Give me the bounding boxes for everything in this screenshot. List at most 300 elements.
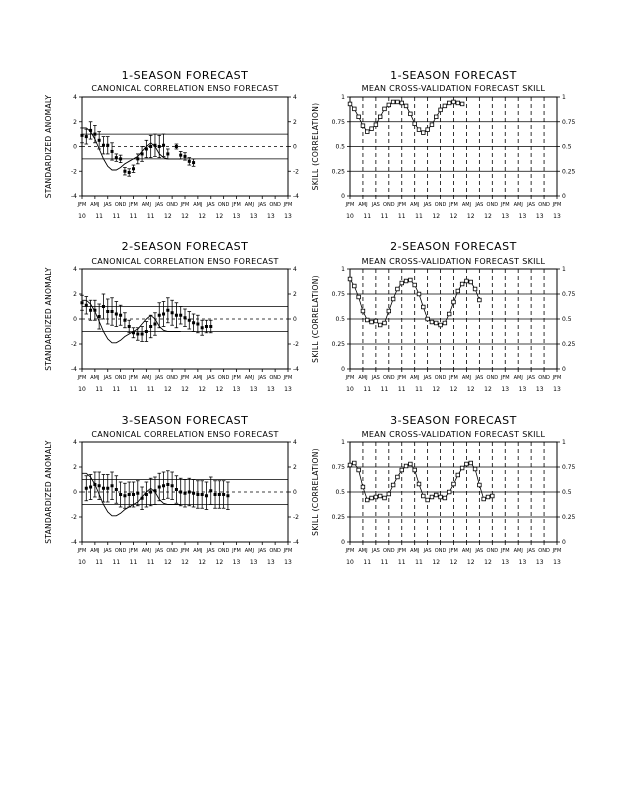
y-tick-label: 0.25 <box>331 168 345 176</box>
forecast-point <box>132 331 135 334</box>
x-tick-season: JAS <box>423 202 432 208</box>
x-tick-season: OND <box>538 202 550 208</box>
x-tick-season: JFM <box>77 202 87 208</box>
x-tick-year: 13 <box>501 559 510 566</box>
x-tick-season: JAS <box>371 375 380 381</box>
x-tick-season: JAS <box>206 375 215 381</box>
forecast-point <box>115 488 118 491</box>
skill-point <box>348 463 352 467</box>
skill-point <box>353 461 357 465</box>
skill-point <box>357 115 361 119</box>
forecast-point <box>98 484 101 487</box>
forecast-point <box>166 309 169 312</box>
x-tick-year: 13 <box>267 559 275 566</box>
x-tick-season: OND <box>538 548 550 554</box>
skill-point <box>387 103 391 107</box>
skill-point <box>443 496 447 500</box>
panel-title: 1-SEASON FORECAST <box>390 69 517 82</box>
skill-point <box>365 130 369 134</box>
skill-point <box>370 127 374 131</box>
x-tick-season: AMJ <box>141 548 151 554</box>
x-tick-year: 11 <box>397 559 406 566</box>
y2-tick-label: -4 <box>293 366 299 373</box>
skill-point <box>478 298 482 302</box>
y2-tick-label: 1 <box>562 266 566 273</box>
y2-tick-label: 0.5 <box>562 316 572 323</box>
forecast-point <box>192 492 195 495</box>
forecast-point <box>171 484 174 487</box>
y-tick-label: 0.5 <box>335 316 345 323</box>
skill-point <box>404 104 408 108</box>
y-axis-label: STANDARDIZED ANOMALY <box>44 94 53 199</box>
x-tick-season: JFM <box>552 548 562 554</box>
y2-tick-label: 0.25 <box>562 514 576 521</box>
y-tick-label: 0.5 <box>335 489 345 496</box>
x-tick-year: 12 <box>484 559 492 566</box>
skill-point <box>447 312 451 316</box>
panel-title: 1-SEASON FORECAST <box>121 69 249 82</box>
x-tick-season: JAS <box>258 202 267 208</box>
x-tick-season: JFM <box>129 375 138 381</box>
x-tick-season: AMJ <box>513 548 523 554</box>
x-tick-year: 13 <box>518 386 527 393</box>
skill-point <box>456 473 460 477</box>
skill-point <box>426 317 430 321</box>
x-tick-season: OND <box>434 202 447 208</box>
x-tick-season: JFM <box>449 202 458 208</box>
x-tick-year: 11 <box>95 213 103 220</box>
x-tick-year: 11 <box>146 559 155 566</box>
x-tick-year: 11 <box>95 559 103 566</box>
x-tick-season: JAS <box>371 202 380 208</box>
x-tick-year: 13 <box>535 386 544 393</box>
panel-subtitle: MEAN CROSS-VALIDATION FORECAST SKILL <box>361 430 546 439</box>
x-tick-season: AMJ <box>244 202 254 208</box>
skill-panel <box>311 240 576 393</box>
forecast-point <box>149 145 152 148</box>
forecast-point <box>115 313 118 316</box>
x-tick-season: JAS <box>423 548 432 554</box>
x-tick-year: 11 <box>415 559 423 566</box>
skill-point <box>383 496 387 500</box>
forecast-point <box>123 170 126 173</box>
x-tick-year: 11 <box>415 213 423 220</box>
skill-point <box>391 100 395 104</box>
forecast-point <box>128 171 131 174</box>
x-tick-year: 11 <box>397 213 406 220</box>
skill-point <box>378 115 382 119</box>
forecast-point <box>209 325 212 328</box>
x-tick-season: JFM <box>129 548 138 554</box>
x-tick-year: 13 <box>535 213 544 220</box>
skill-point <box>357 468 361 472</box>
x-tick-year: 13 <box>518 213 527 220</box>
x-tick-season: JFM <box>397 375 407 381</box>
forecast-point <box>201 326 204 329</box>
y-tick-label: 0 <box>73 316 77 323</box>
skill-point <box>430 320 434 324</box>
forecast-point <box>141 152 144 155</box>
skill-panel <box>311 69 576 220</box>
y2-tick-label: 0.75 <box>562 118 576 126</box>
forecast-point <box>132 167 135 170</box>
y-tick-label: 0 <box>341 193 345 200</box>
y2-tick-label: 0.75 <box>562 291 576 298</box>
y-tick-label: 4 <box>73 439 77 446</box>
y-tick-label: 4 <box>73 266 77 273</box>
x-tick-year: 13 <box>232 213 241 220</box>
y-axis-label: STANDARDIZED ANOMALY <box>44 267 53 371</box>
x-tick-year: 10 <box>78 386 86 393</box>
forecast-point <box>93 483 96 486</box>
skill-point <box>491 494 495 498</box>
x-tick-season: OND <box>217 375 230 381</box>
forecast-point <box>102 487 105 490</box>
forecast-point <box>222 493 225 496</box>
x-tick-year: 13 <box>553 386 561 393</box>
forecast-point <box>175 488 178 491</box>
x-tick-season: JFM <box>232 375 241 381</box>
forecast-point <box>153 323 156 326</box>
x-tick-year: 11 <box>363 213 372 220</box>
skill-point <box>417 292 421 296</box>
forecast-point <box>102 144 105 147</box>
y-tick-label: -2 <box>71 168 77 176</box>
x-tick-season: JAS <box>423 375 432 381</box>
x-tick-year: 11 <box>146 386 155 393</box>
forecast-point <box>106 487 109 490</box>
forecast-point <box>166 483 169 486</box>
skill-point <box>426 128 430 132</box>
x-tick-season: JFM <box>500 202 510 208</box>
y2-tick-label: 2 <box>293 464 297 471</box>
skill-point <box>378 494 382 498</box>
x-tick-season: JFM <box>180 202 190 208</box>
skill-point <box>361 309 365 313</box>
forecast-point <box>119 493 122 496</box>
forecast-point <box>153 489 156 492</box>
x-tick-season: OND <box>114 202 127 208</box>
skill-point <box>452 100 456 104</box>
x-tick-year: 12 <box>484 386 492 393</box>
y2-tick-label: 0.25 <box>562 341 576 348</box>
anomaly-panel <box>44 240 299 393</box>
x-tick-year: 12 <box>432 386 441 393</box>
skill-point <box>353 284 357 288</box>
x-tick-year: 12 <box>215 386 224 393</box>
x-tick-season: JAS <box>475 375 484 381</box>
x-tick-season: JAS <box>527 548 536 554</box>
x-tick-season: JAS <box>206 548 215 554</box>
forecast-point <box>179 491 182 494</box>
x-tick-year: 13 <box>553 213 561 220</box>
y2-tick-label: 4 <box>293 266 297 273</box>
panel-subtitle: CANONICAL CORRELATION ENSO FORECAST <box>91 430 279 439</box>
forecast-point <box>166 152 169 155</box>
forecast-point <box>89 129 92 132</box>
x-tick-season: AMJ <box>141 202 151 208</box>
skill-point <box>400 101 404 105</box>
panel-subtitle: CANONICAL CORRELATION ENSO FORECAST <box>91 84 279 93</box>
x-tick-season: JAS <box>155 375 164 381</box>
forecast-point <box>141 333 144 336</box>
skill-point <box>486 495 490 499</box>
x-tick-year: 11 <box>95 386 103 393</box>
x-tick-season: JFM <box>77 375 87 381</box>
skill-point <box>396 100 400 104</box>
y2-tick-label: 0.5 <box>562 143 572 151</box>
x-tick-season: AMJ <box>513 375 523 381</box>
skill-point <box>391 297 395 301</box>
skill-point <box>357 295 361 299</box>
x-tick-season: JAS <box>103 202 112 208</box>
forecast-point <box>226 494 229 497</box>
x-tick-season: JAS <box>258 548 267 554</box>
skill-point <box>413 468 417 472</box>
x-tick-season: JFM <box>449 375 458 381</box>
forecast-point <box>158 486 161 489</box>
skill-point <box>400 281 404 285</box>
y-tick-label: 0 <box>73 143 77 151</box>
forecast-point <box>141 497 144 500</box>
x-tick-season: OND <box>434 548 447 554</box>
forecast-point <box>123 494 126 497</box>
forecast-point <box>102 305 105 308</box>
x-tick-season: JFM <box>345 375 355 381</box>
x-tick-season: AMJ <box>244 375 254 381</box>
x-tick-season: JAS <box>258 375 267 381</box>
forecast-point <box>98 139 101 142</box>
x-tick-season: AMJ <box>90 375 100 381</box>
forecast-point <box>81 134 84 137</box>
forecast-point <box>205 325 208 328</box>
x-tick-season: AMJ <box>141 375 151 381</box>
skill-point <box>434 493 438 497</box>
x-tick-year: 10 <box>78 559 86 566</box>
y-tick-label: -2 <box>71 341 77 348</box>
skill-point <box>409 278 413 282</box>
skill-point <box>413 283 417 287</box>
y-tick-label: 2 <box>73 464 77 471</box>
skill-point <box>417 128 421 132</box>
x-tick-year: 12 <box>484 213 492 220</box>
panel-title: 3-SEASON FORECAST <box>121 414 249 427</box>
forecast-point <box>89 309 92 312</box>
y2-tick-label: -2 <box>293 341 299 348</box>
x-tick-season: OND <box>486 548 499 554</box>
y-tick-label: 0.25 <box>331 341 345 348</box>
forecast-point <box>119 314 122 317</box>
y-tick-label: 4 <box>73 94 77 101</box>
x-tick-year: 11 <box>415 386 423 393</box>
forecast-point <box>123 319 126 322</box>
skill-point <box>443 321 447 325</box>
y-tick-label: 0.5 <box>335 143 345 151</box>
panel-subtitle: CANONICAL CORRELATION ENSO FORECAST <box>91 257 279 266</box>
x-tick-season: JFM <box>180 548 190 554</box>
x-tick-season: OND <box>217 548 230 554</box>
forecast-point <box>85 304 88 307</box>
y2-tick-label: 0 <box>293 143 297 151</box>
skill-point <box>396 475 400 479</box>
x-tick-season: JFM <box>500 375 510 381</box>
skill-point <box>430 495 434 499</box>
x-tick-season: OND <box>269 548 281 554</box>
y-tick-label: 0.75 <box>331 464 345 471</box>
x-tick-year: 13 <box>232 559 241 566</box>
y-tick-label: 0 <box>341 366 345 373</box>
x-tick-season: JAS <box>527 202 536 208</box>
x-tick-year: 12 <box>466 386 475 393</box>
forecast-point <box>201 493 204 496</box>
x-tick-year: 13 <box>267 213 275 220</box>
forecast-point <box>188 160 191 163</box>
skill-point <box>456 101 460 105</box>
forecast-point <box>209 489 212 492</box>
forecast-point <box>145 493 148 496</box>
skill-point <box>473 467 477 471</box>
x-tick-season: OND <box>166 548 178 554</box>
x-tick-season: JFM <box>232 202 241 208</box>
x-tick-year: 11 <box>112 559 121 566</box>
x-tick-year: 11 <box>380 386 389 393</box>
forecast-point <box>132 493 135 496</box>
forecast-point <box>214 493 217 496</box>
y-axis-label: SKILL (CORRELATION) <box>311 448 320 536</box>
x-tick-year: 11 <box>146 213 155 220</box>
forecast-point <box>188 319 191 322</box>
x-tick-season: JFM <box>345 548 355 554</box>
forecast-point <box>184 155 187 158</box>
skill-point <box>426 498 430 502</box>
skill-point <box>383 321 387 325</box>
y2-tick-label: 0.5 <box>562 489 572 496</box>
x-tick-year: 13 <box>518 559 527 566</box>
x-tick-season: OND <box>269 375 281 381</box>
skill-point <box>422 305 426 309</box>
y-tick-label: 2 <box>73 291 77 298</box>
forecast-point <box>171 311 174 314</box>
x-tick-season: JFM <box>397 202 407 208</box>
x-tick-year: 12 <box>449 559 458 566</box>
forecast-point <box>145 330 148 333</box>
y2-tick-label: 0 <box>562 193 566 200</box>
x-tick-year: 10 <box>346 213 354 220</box>
skill-point <box>361 124 365 128</box>
x-tick-season: AMJ <box>193 375 203 381</box>
skill-point <box>434 115 438 119</box>
y-tick-label: 0.75 <box>331 291 345 298</box>
skill-point <box>400 468 404 472</box>
forecast-point <box>106 144 109 147</box>
x-tick-year: 11 <box>363 559 372 566</box>
skill-point <box>374 123 378 127</box>
skill-point <box>460 282 464 286</box>
panel-subtitle: MEAN CROSS-VALIDATION FORECAST SKILL <box>361 84 546 93</box>
x-tick-season: AMJ <box>461 375 472 381</box>
forecast-point <box>218 493 221 496</box>
forecast-point <box>128 325 131 328</box>
y2-tick-label: -2 <box>293 168 299 176</box>
x-tick-season: JAS <box>475 548 484 554</box>
x-tick-season: AMJ <box>410 202 420 208</box>
x-tick-year: 13 <box>249 213 258 220</box>
forecast-point <box>188 491 191 494</box>
x-tick-year: 13 <box>249 386 258 393</box>
x-tick-year: 11 <box>380 559 389 566</box>
forecast-point <box>149 325 152 328</box>
x-tick-season: JFM <box>180 375 190 381</box>
x-tick-season: AMJ <box>90 202 100 208</box>
skill-point <box>391 483 395 487</box>
forecast-point <box>111 310 114 313</box>
skill-point <box>439 495 443 499</box>
x-tick-season: OND <box>217 202 230 208</box>
x-tick-season: JFM <box>397 548 407 554</box>
skill-point <box>383 107 387 111</box>
x-tick-season: OND <box>114 548 127 554</box>
x-tick-year: 12 <box>215 213 224 220</box>
skill-point <box>452 482 456 486</box>
x-tick-year: 12 <box>198 559 206 566</box>
forecast-point <box>115 156 118 159</box>
x-tick-season: JFM <box>77 548 87 554</box>
x-tick-season: OND <box>114 375 127 381</box>
panel-title: 2-SEASON FORECAST <box>390 240 517 253</box>
x-tick-year: 12 <box>449 213 458 220</box>
x-tick-season: AMJ <box>358 548 368 554</box>
skill-point <box>409 112 413 116</box>
x-tick-year: 11 <box>112 213 121 220</box>
x-tick-season: JFM <box>283 548 293 554</box>
x-tick-season: OND <box>269 202 281 208</box>
x-tick-season: JFM <box>129 202 138 208</box>
y-tick-label: 0.75 <box>331 118 345 126</box>
x-tick-year: 13 <box>232 386 241 393</box>
y-tick-label: -4 <box>71 539 77 546</box>
x-tick-season: JAS <box>103 548 112 554</box>
skill-point <box>348 277 352 281</box>
forecast-point <box>119 157 122 160</box>
x-tick-year: 11 <box>129 213 138 220</box>
x-tick-year: 10 <box>346 386 354 393</box>
y2-tick-label: 0 <box>562 366 566 373</box>
y-axis-label: SKILL (CORRELATION) <box>311 102 320 191</box>
x-tick-season: JAS <box>371 548 380 554</box>
y-tick-label: -2 <box>71 514 77 521</box>
x-tick-year: 13 <box>501 386 510 393</box>
x-tick-year: 12 <box>181 386 189 393</box>
forecast-point <box>162 313 165 316</box>
skill-point <box>370 496 374 500</box>
forecast-point <box>184 492 187 495</box>
forecast-point <box>205 494 208 497</box>
skill-point <box>361 485 365 489</box>
forecast-point <box>85 135 88 138</box>
x-tick-year: 13 <box>249 559 258 566</box>
skill-point <box>413 122 417 126</box>
skill-point <box>460 466 464 470</box>
x-tick-year: 12 <box>215 559 224 566</box>
forecast-point <box>196 323 199 326</box>
forecast-point <box>111 484 114 487</box>
skill-point <box>396 287 400 291</box>
skill-point <box>422 494 426 498</box>
x-tick-year: 11 <box>363 386 372 393</box>
x-tick-year: 13 <box>284 213 292 220</box>
skill-point <box>447 490 451 494</box>
x-tick-season: JAS <box>206 202 215 208</box>
